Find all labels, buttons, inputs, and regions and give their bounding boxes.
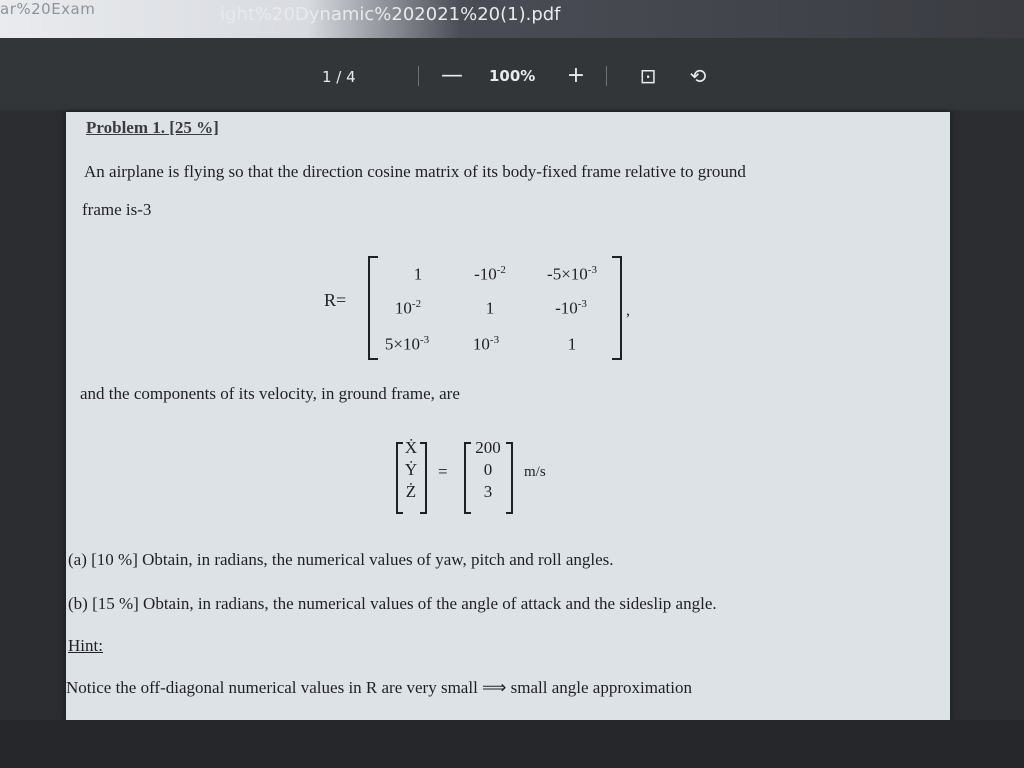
velocity-unit: m/s: [524, 464, 546, 480]
fit-page-icon[interactable]: ⊡: [639, 64, 657, 88]
matrix-label: R=: [324, 290, 347, 310]
browser-tab-strip: [0, 0, 1024, 38]
velocity-value: 0: [483, 460, 493, 479]
matrix-right-bracket: [612, 256, 622, 360]
file-title: ight%20Dynamic%202021%20(1).pdf: [220, 4, 561, 25]
matrix-comma: ,: [626, 302, 630, 319]
intro-line-2: frame is-3: [82, 200, 152, 219]
velocity-intro: and the components of its velocity, in ground frame, are: [80, 384, 460, 403]
toolbar-divider: [606, 66, 607, 86]
tab-fragment[interactable]: ar%20Exam: [0, 0, 96, 18]
matrix-cell: $5\times 10^{-3}$: [384, 334, 430, 354]
velocity-value: 200: [475, 438, 501, 457]
velocity-equals: =: [438, 462, 448, 481]
velocity-value: 3: [483, 482, 493, 501]
part-b: (b) [15 %] Obtain, in radians, the numerical values of the angle of attack and the sideslip angle.: [68, 594, 717, 613]
problem-title: Problem 1. [25 %]: [86, 118, 219, 137]
part-a: (a) [10 %] Obtain, in radians, the numerical values of yaw, pitch and roll angles.: [68, 550, 614, 569]
zoom-out-button[interactable]: —: [441, 63, 463, 88]
toolbar-divider: [418, 66, 419, 86]
pdf-toolbar: [0, 38, 1024, 110]
matrix-cell: $-5\times 10^{-3}$: [547, 264, 597, 284]
velocity-symbol: Ż: [405, 482, 417, 501]
matrix-cell: $-10^{-3}$: [555, 298, 587, 318]
hint-text: Notice the off-diagonal numerical values in R are very small ⟹ small angle approximation: [66, 678, 692, 697]
hint-label: Hint:: [68, 636, 103, 655]
matrix-cell: $10^{-3}$: [472, 334, 500, 354]
velocity-symbol: Ẋ: [404, 438, 418, 457]
matrix-cell: $-10^{-2}$: [474, 264, 506, 284]
matrix-cell: 1: [567, 334, 577, 354]
velocity-symbol: Ẏ: [404, 460, 418, 479]
pdf-page: [66, 112, 950, 720]
page-indicator[interactable]: 1 / 4: [322, 68, 356, 86]
matrix-cell: $10^{-2}$: [394, 298, 422, 318]
rotate-icon[interactable]: ⟲: [689, 64, 707, 88]
matrix-cell: 1: [485, 298, 495, 318]
intro-line-1: An airplane is flying so that the direction cosine matrix of its body-fixed frame relative to ground: [84, 162, 746, 181]
viewer-background: [0, 720, 1024, 768]
zoom-level[interactable]: 100%: [489, 67, 536, 85]
matrix-cell: 1: [413, 264, 423, 284]
zoom-in-button[interactable]: +: [566, 63, 586, 88]
